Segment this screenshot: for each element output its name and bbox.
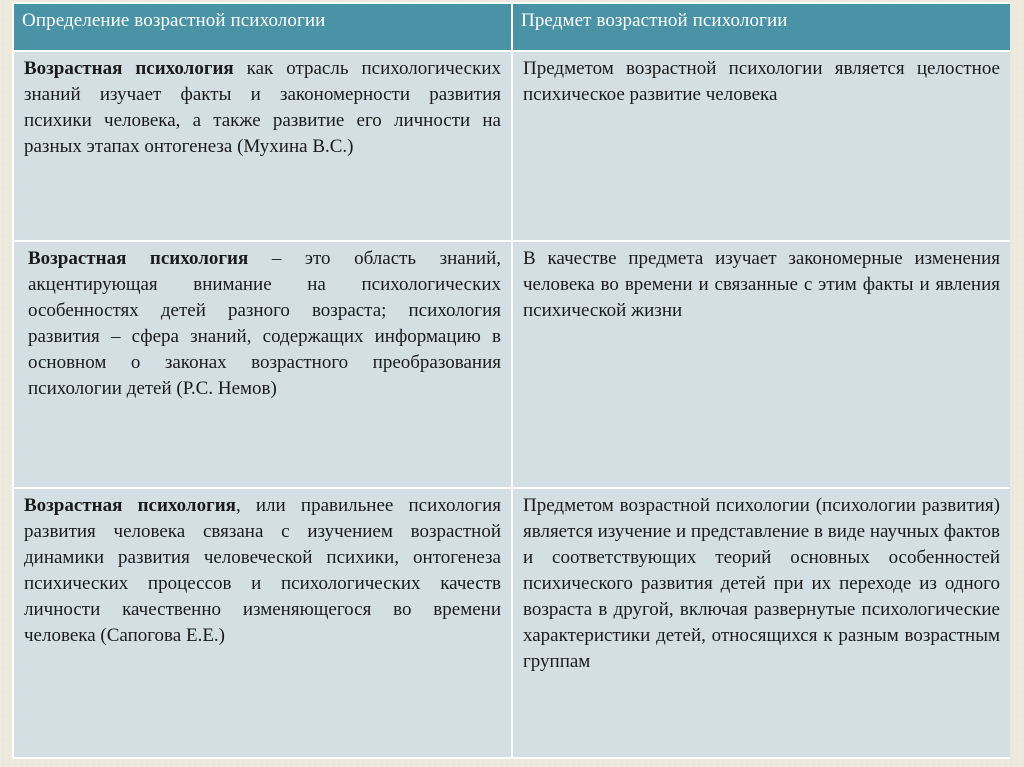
subject-text: Предметом возрастной психологии (психологии развития) является изучение и представление в виде научных фактов и соответствующих теорий основных особенностей психического развития детей при их переходе из одного возраста в другой, включая развернутые психологические характеристики детей, относящихся к разным возрастным группам bbox=[523, 494, 1000, 672]
table-row bbox=[14, 52, 1010, 240]
definition-text: как отрасль психологических знаний изучает факты и закономерности развития психики человека, а также развитие его личности на разных этапах онтогенеза (Мухина В.С.) bbox=[24, 58, 501, 157]
table-header-row bbox=[14, 4, 1010, 50]
comparison-table-container bbox=[12, 2, 1010, 759]
subject-cell bbox=[513, 242, 1010, 486]
header-definition: Определение возрастной психологии bbox=[14, 4, 511, 50]
definition-cell bbox=[14, 52, 511, 240]
header-subject: Предмет возрастной психологии bbox=[513, 4, 1010, 50]
definition-text: , или правильнее психология развития человека связана с изучением возрастной динамики развития человеческой психики, онтогенеза психических процессов и психологических качеств личности качественно изменяющегося во времени человека (Сапогова Е.Е.) bbox=[24, 494, 501, 646]
subject-cell bbox=[513, 489, 1010, 757]
definition-term: Возрастная психология bbox=[24, 58, 234, 79]
definition-cell bbox=[14, 242, 511, 486]
comparison-table bbox=[12, 2, 1012, 759]
definition-term: Возрастная психология bbox=[28, 248, 249, 270]
subject-text: В качестве предмета изучает закономерные изменения человека во времени и связанные с этим факты и явления психической жизни bbox=[523, 248, 1000, 322]
definition-text: – это область знаний, акцентирующая внимание на психологических особенностях детей разного возраста; психология развития – сфера знаний, содержащих информацию в основном о законах возрастного преобразования психологии детей (Р.С. Немов) bbox=[28, 248, 501, 400]
definition-term: Возрастная психология bbox=[24, 494, 236, 516]
subject-cell bbox=[513, 52, 1010, 240]
table-row bbox=[14, 489, 1010, 757]
definition-cell bbox=[14, 489, 511, 757]
subject-text: Предметом возрастной психологии является целостное психическое развитие человека bbox=[523, 58, 1000, 105]
table-row bbox=[14, 242, 1010, 486]
